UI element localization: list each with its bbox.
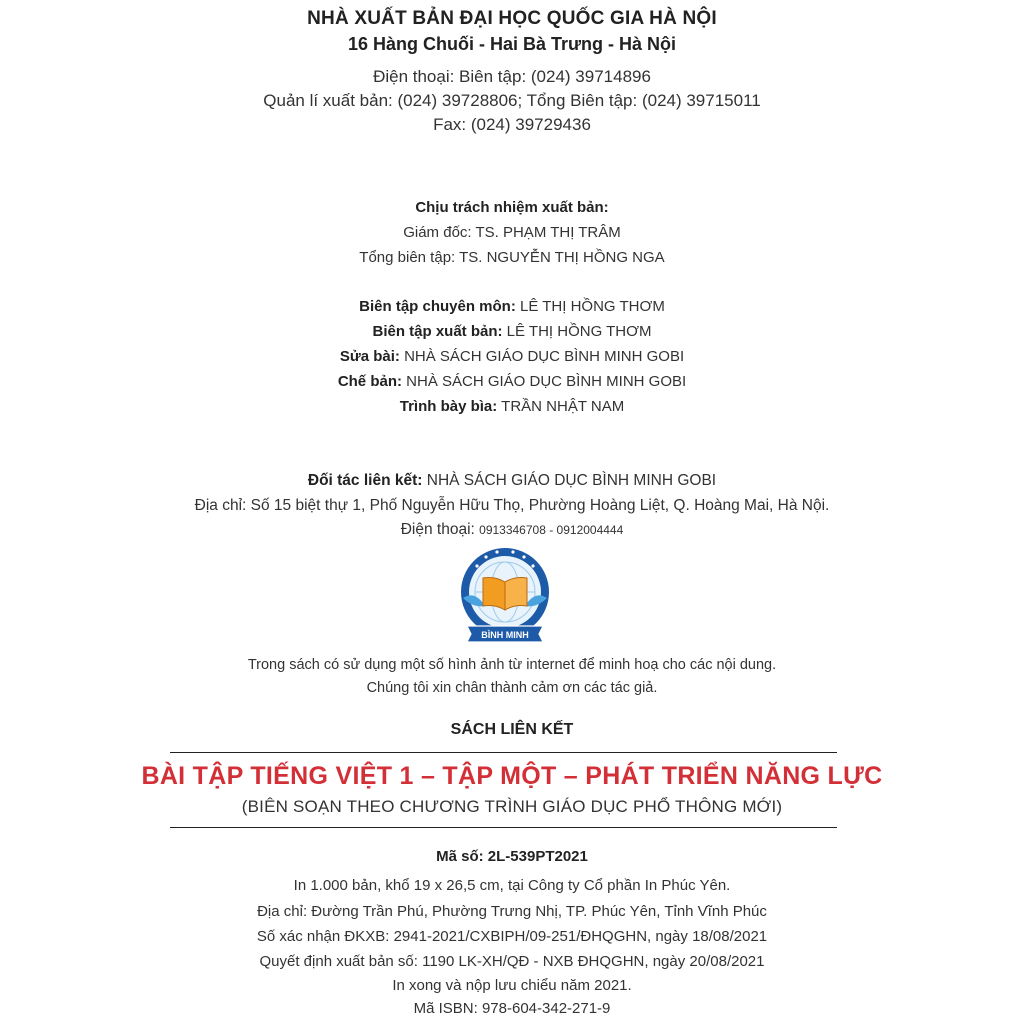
publisher-phone-management: Quản lí xuất bản: (024) 39728806; Tổng Biên tập: (024) 39715011 bbox=[263, 91, 761, 110]
publisher-address: 16 Hàng Chuối - Hai Bà Trưng - Hà Nội bbox=[347, 34, 677, 54]
imprint-registration: Số xác nhận ĐKXB: 2941-2021/CXBIPH/09-251/ĐHQGHN, ngày 18/08/2021 bbox=[256, 928, 768, 945]
imprint-printer-address: Địa chỉ: Đường Trần Phú, Phường Trưng Nhị, TP. Phúc Yên, Tỉnh Vĩnh Phúc bbox=[257, 903, 767, 920]
imprint-completion: In xong và nộp lưu chiểu năm 2021. bbox=[392, 977, 632, 994]
partner-phone-label: Điện thoại: bbox=[400, 521, 480, 538]
publisher-fax: Fax: (024) 39729436 bbox=[433, 115, 591, 134]
partner-address: Địa chỉ: Số 15 biệt thự 1, Phố Nguyễn Hữu Thọ, Phường Hoàng Liệt, Q. Hoàng Mai, Hà Nội. bbox=[194, 497, 830, 514]
credit-line bbox=[0, 298, 1024, 315]
divider-bottom bbox=[170, 827, 837, 828]
logo-book-left-page bbox=[483, 578, 505, 611]
credit-value: LÊ THỊ HỒNG THƠM bbox=[502, 323, 652, 340]
note-line-2: Chúng tôi xin chân thành cảm ơn các tác giả. bbox=[366, 680, 658, 696]
responsibility-editor-in-chief: Tổng biên tập: TS. NGUYỄN THỊ HỒNG NGA bbox=[359, 249, 665, 266]
partner-label: Đối tác liên kết: bbox=[307, 472, 423, 489]
publisher-phone-editorial: Điện thoại: Biên tập: (024) 39714896 bbox=[373, 67, 651, 86]
credit-line bbox=[0, 398, 1024, 415]
credit-label: Biên tập chuyên môn: bbox=[359, 298, 516, 315]
divider-top bbox=[170, 752, 837, 753]
credit-line bbox=[0, 373, 1024, 390]
credit-label: Trình bày bìa: bbox=[399, 398, 498, 415]
logo-text: BÌNH MINH bbox=[481, 630, 529, 640]
partner-phone-numbers: 0913346708 - 0912004444 bbox=[479, 523, 624, 537]
imprint-print-run: In 1.000 bản, khổ 19 x 26,5 cm, tại Công ty Cổ phần In Phúc Yên. bbox=[293, 877, 731, 894]
credit-line bbox=[0, 323, 1024, 340]
linked-book-title: BÀI TẬP TIẾNG VIỆT 1 – TẬP MỘT – PHÁT TRIỂN NĂNG LỰC bbox=[141, 762, 883, 790]
credit-value: LÊ THỊ HỒNG THƠM bbox=[515, 298, 665, 315]
credit-line bbox=[0, 348, 1024, 365]
credit-value: NHÀ SÁCH GIÁO DỤC BÌNH MINH GOBI bbox=[401, 373, 687, 390]
partner-line bbox=[0, 472, 1024, 490]
note-line-1: Trong sách có sử dụng một số hình ảnh từ internet để minh hoạ cho các nội dung. bbox=[247, 657, 777, 673]
linked-book-subtitle: (BIÊN SOẠN THEO CHƯƠNG TRÌNH GIÁO DỤC PHỔ THÔNG MỚI) bbox=[241, 797, 783, 816]
binh-minh-logo bbox=[455, 546, 555, 650]
publisher-name: NHÀ XUẤT BẢN ĐẠI HỌC QUỐC GIA HÀ NỘI bbox=[307, 8, 717, 29]
credit-value: NHÀ SÁCH GIÁO DỤC BÌNH MINH GOBI bbox=[399, 348, 685, 365]
linked-book-heading: SÁCH LIÊN KẾT bbox=[450, 721, 574, 738]
responsibility-heading: Chịu trách nhiệm xuất bản: bbox=[415, 199, 609, 216]
partner-phone bbox=[0, 521, 1024, 539]
responsibility-director: Giám đốc: TS. PHẠM THỊ TRÂM bbox=[403, 224, 621, 241]
imprint-decision: Quyết định xuất bản số: 1190 LK-XH/QĐ - NXB ĐHQGHN, ngày 20/08/2021 bbox=[259, 953, 765, 970]
imprint-isbn: Mã ISBN: 978-604-342-271-9 bbox=[413, 1000, 611, 1017]
partner-name: NHÀ SÁCH GIÁO DỤC BÌNH MINH GOBI bbox=[422, 472, 717, 489]
imprint-code: Mã số: 2L-539PT2021 bbox=[436, 848, 588, 865]
credit-value: TRẦN NHẬT NAM bbox=[497, 398, 625, 415]
logo-book-right-page bbox=[505, 578, 527, 611]
credit-label: Chế bản: bbox=[337, 373, 402, 390]
credit-label: Biên tập xuất bản: bbox=[372, 323, 503, 340]
credit-label: Sửa bài: bbox=[339, 348, 400, 365]
